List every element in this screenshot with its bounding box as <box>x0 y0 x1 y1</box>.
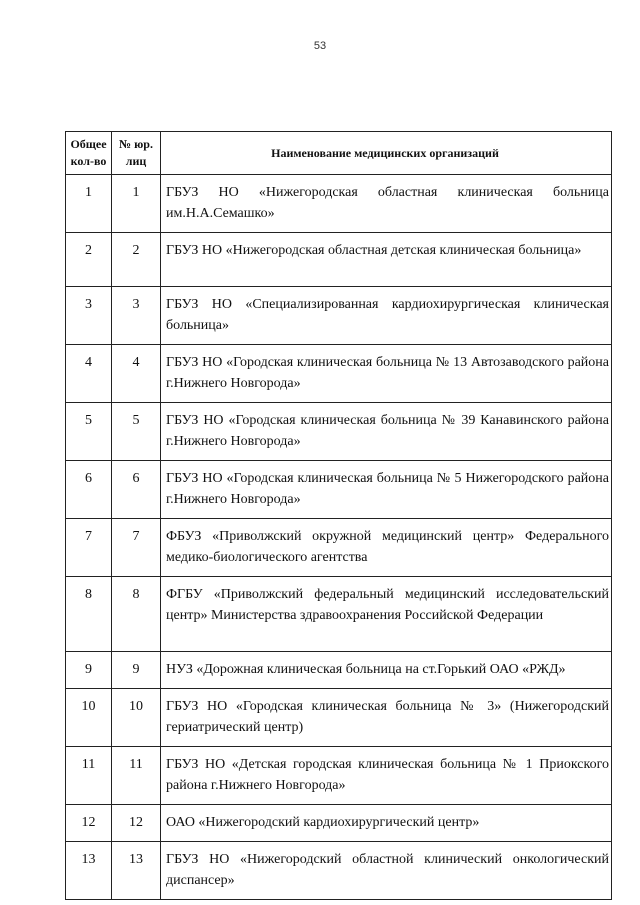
row-organization-name: ГБУЗ НО «Детская городская клиническая больница № 1 Приокского района г.Нижнего Новгорода» <box>161 747 612 805</box>
table-row <box>66 652 612 689</box>
row-entity-number: 12 <box>112 805 161 842</box>
row-organization-name: ГБУЗ НО «Нижегородская областная детская клиническая больница» <box>161 233 612 287</box>
table-row <box>66 461 612 519</box>
header-organization-name: Наименование медицинских организаций <box>161 132 612 175</box>
table-row <box>66 689 612 747</box>
row-total-number: 9 <box>66 652 112 689</box>
row-entity-number: 13 <box>112 842 161 900</box>
row-entity-number: 4 <box>112 345 161 403</box>
table-row <box>66 519 612 577</box>
row-total-number: 5 <box>66 403 112 461</box>
row-entity-number: 3 <box>112 287 161 345</box>
row-organization-name: ГБУЗ НО «Городская клиническая больница № 13 Автозаводского района г.Нижнего Новгорода» <box>161 345 612 403</box>
row-organization-name: ГБУЗ НО «Городская клиническая больница № 39 Канавинского района г.Нижнего Новгорода» <box>161 403 612 461</box>
table-row <box>66 175 612 233</box>
header-total-count: Общее кол-во <box>66 132 112 175</box>
row-total-number: 1 <box>66 175 112 233</box>
table-row <box>66 345 612 403</box>
row-total-number: 6 <box>66 461 112 519</box>
row-entity-number: 5 <box>112 403 161 461</box>
medical-organizations-table <box>65 131 612 900</box>
row-entity-number: 11 <box>112 747 161 805</box>
row-total-number: 3 <box>66 287 112 345</box>
row-total-number: 7 <box>66 519 112 577</box>
row-entity-number: 9 <box>112 652 161 689</box>
table-row <box>66 287 612 345</box>
row-organization-name: ОАО «Нижегородский кардиохирургический центр» <box>161 805 612 842</box>
row-total-number: 13 <box>66 842 112 900</box>
row-total-number: 2 <box>66 233 112 287</box>
row-entity-number: 7 <box>112 519 161 577</box>
page-number: 53 <box>313 40 327 52</box>
row-organization-name: НУЗ «Дорожная клиническая больница на ст.Горький ОАО «РЖД» <box>161 652 612 689</box>
row-total-number: 4 <box>66 345 112 403</box>
row-entity-number: 1 <box>112 175 161 233</box>
row-total-number: 10 <box>66 689 112 747</box>
row-organization-name: ГБУЗ НО «Городская клиническая больница № 5 Нижегородского района г.Нижнего Новгорода» <box>161 461 612 519</box>
row-total-number: 11 <box>66 747 112 805</box>
row-organization-name: ГБУЗ НО «Специализированная кардиохирургическая клиническая больница» <box>161 287 612 345</box>
row-organization-name: ФБУЗ «Приволжский окружной медицинский центр» Федерального медико-биологического агентства <box>161 519 612 577</box>
table-row <box>66 805 612 842</box>
table-row <box>66 842 612 900</box>
row-total-number: 8 <box>66 577 112 652</box>
row-organization-name: ГБУЗ НО «Нижегородская областная клиническая больница им.Н.А.Семашко» <box>161 175 612 233</box>
table-header-row <box>66 132 612 175</box>
row-organization-name: ГБУЗ НО «Нижегородский областной клинический онкологический диспансер» <box>161 842 612 900</box>
table-row <box>66 403 612 461</box>
row-entity-number: 6 <box>112 461 161 519</box>
table-row <box>66 233 612 287</box>
header-legal-entity-number: № юр. лиц <box>112 132 161 175</box>
row-entity-number: 8 <box>112 577 161 652</box>
row-entity-number: 2 <box>112 233 161 287</box>
table-row <box>66 747 612 805</box>
row-total-number: 12 <box>66 805 112 842</box>
row-organization-name: ФГБУ «Приволжский федеральный медицинский исследовательский центр» Министерства здравоохранения Российской Федерации <box>161 577 612 652</box>
row-organization-name: ГБУЗ НО «Городская клиническая больница № 3» (Нижегородский гериатрический центр) <box>161 689 612 747</box>
table-row <box>66 577 612 652</box>
row-entity-number: 10 <box>112 689 161 747</box>
